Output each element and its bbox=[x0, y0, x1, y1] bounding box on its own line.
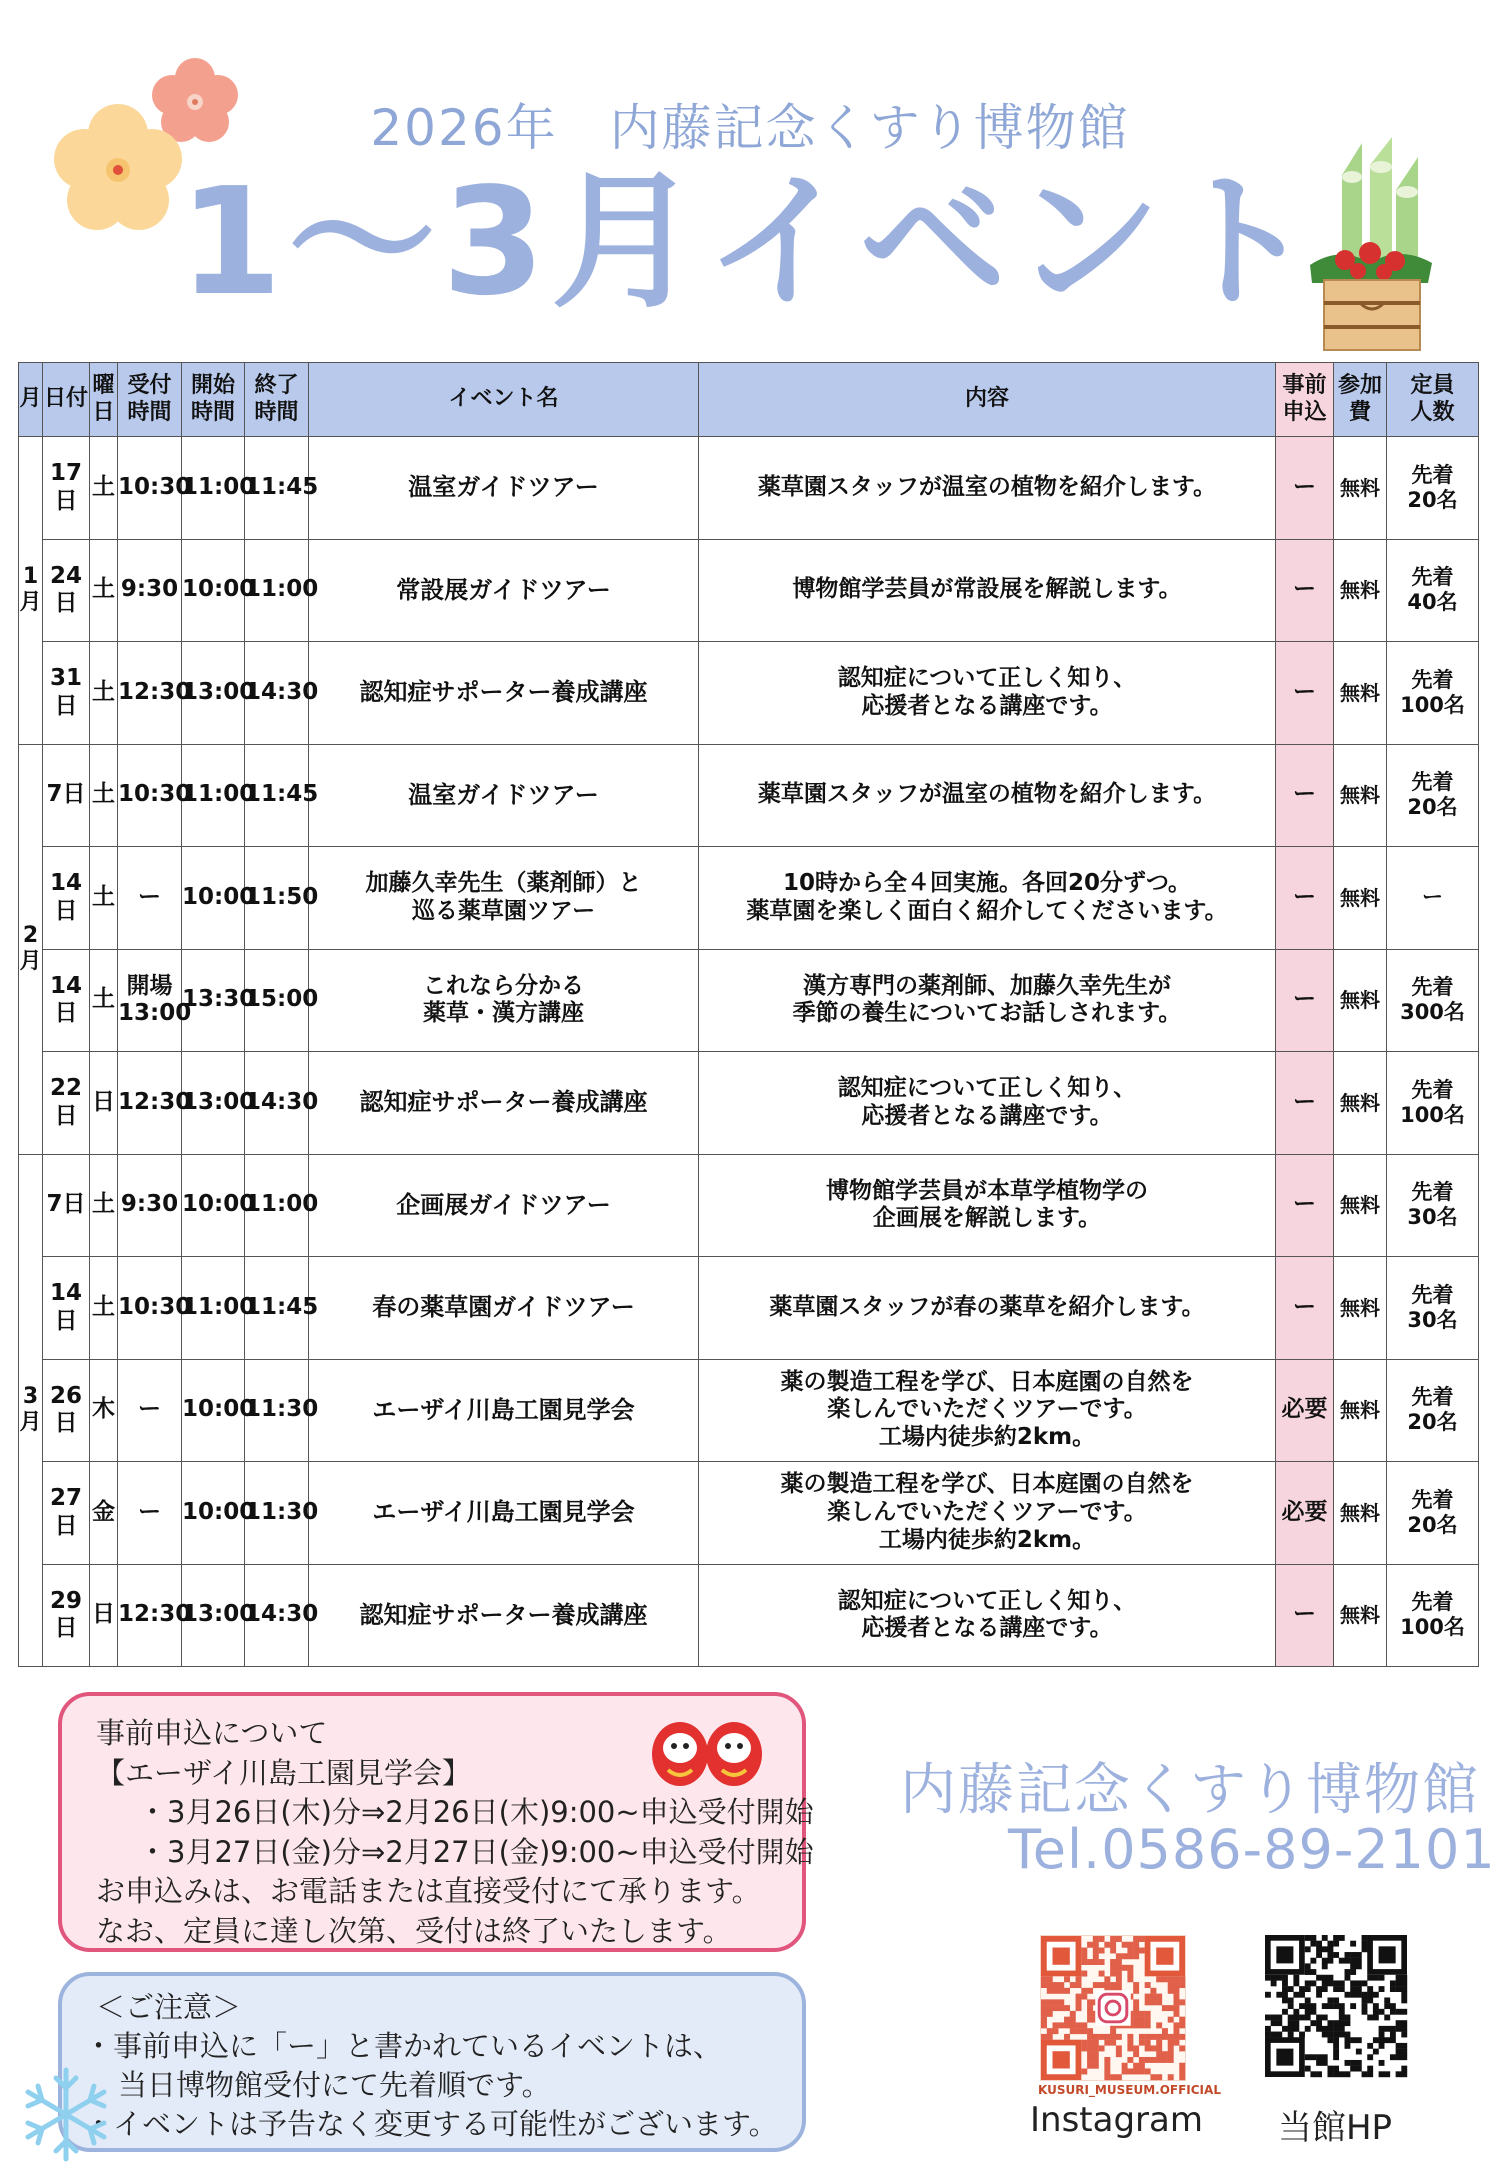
header-start: 開始 時間 bbox=[182, 363, 245, 437]
page-subtitle: 2026年 内藤記念くすり博物館 bbox=[370, 99, 1130, 157]
table-row bbox=[19, 847, 1479, 950]
content-cell: 薬草園スタッフが温室の植物を紹介します。 bbox=[699, 437, 1276, 540]
content-cell: 薬の製造工程を学び、日本庭園の自然を 楽しんでいただくツアーです。 工場内徒歩約2km。 bbox=[699, 1359, 1276, 1462]
start-time-cell: 13:00 bbox=[182, 1052, 245, 1155]
fee-cell: 無料 bbox=[1334, 1052, 1387, 1155]
header-month: 月 bbox=[19, 363, 43, 437]
start-time-cell: 10:00 bbox=[182, 539, 245, 642]
date-cell: 31日 bbox=[43, 642, 90, 745]
end-time-cell: 11:50 bbox=[245, 847, 309, 950]
date-cell: 14日 bbox=[43, 847, 90, 950]
date-cell: 26日 bbox=[43, 1359, 90, 1462]
content-cell: 漢方専門の薬剤師、加藤久幸先生が 季節の養生についてお話しされます。 bbox=[699, 949, 1276, 1052]
table-row bbox=[19, 1154, 1479, 1257]
fee-cell: 無料 bbox=[1334, 744, 1387, 847]
date-cell: 24日 bbox=[43, 539, 90, 642]
prereg-notice-event: 【エーザイ川島工園見学会】 bbox=[96, 1755, 471, 1790]
date-cell: 14日 bbox=[43, 1257, 90, 1360]
content-cell: 博物館学芸員が本草学植物学の 企画展を解説します。 bbox=[699, 1154, 1276, 1257]
end-time-cell: 11:30 bbox=[245, 1462, 309, 1565]
end-time-cell: 14:30 bbox=[245, 1564, 309, 1667]
fee-cell: 無料 bbox=[1334, 1154, 1387, 1257]
fee-cell: 無料 bbox=[1334, 642, 1387, 745]
capacity-cell: 先着 20名 bbox=[1387, 437, 1479, 540]
reception-cell: 9:30 bbox=[118, 539, 182, 642]
start-time-cell: 13:00 bbox=[182, 642, 245, 745]
prereg-cell: ー bbox=[1276, 437, 1334, 540]
event-table bbox=[18, 362, 1479, 1667]
content-cell: 薬草園スタッフが温室の植物を紹介します。 bbox=[699, 744, 1276, 847]
homepage-qr-code[interactable] bbox=[1265, 1935, 1407, 2077]
table-row bbox=[19, 1564, 1479, 1667]
end-time-cell: 11:45 bbox=[245, 744, 309, 847]
instagram-qr-code[interactable] bbox=[1040, 1935, 1186, 2081]
end-time-cell: 11:00 bbox=[245, 539, 309, 642]
header-weekday: 曜 日 bbox=[90, 363, 118, 437]
caution-notice-line: ・イベントは予告なく変更する可能性がございます。 bbox=[84, 2107, 778, 2141]
start-time-cell: 11:00 bbox=[182, 1257, 245, 1360]
fee-cell: 無料 bbox=[1334, 1257, 1387, 1360]
capacity-cell: ー bbox=[1387, 847, 1479, 950]
event-name-cell: これなら分かる 薬草・漢方講座 bbox=[309, 949, 699, 1052]
table-header-row bbox=[19, 363, 1479, 437]
start-time-cell: 10:00 bbox=[182, 847, 245, 950]
start-time-cell: 13:00 bbox=[182, 1564, 245, 1667]
weekday-cell: 土 bbox=[90, 949, 118, 1052]
reception-cell: 9:30 bbox=[118, 1154, 182, 1257]
capacity-cell: 先着 300名 bbox=[1387, 949, 1479, 1052]
fee-cell: 無料 bbox=[1334, 1359, 1387, 1462]
capacity-cell: 先着 20名 bbox=[1387, 1462, 1479, 1565]
weekday-cell: 土 bbox=[90, 744, 118, 847]
event-name-cell: 認知症サポーター養成講座 bbox=[309, 1052, 699, 1155]
instagram-label[interactable]: Instagram bbox=[1030, 2100, 1203, 2140]
event-name-cell: 認知症サポーター養成講座 bbox=[309, 642, 699, 745]
month-cell: 1 月 bbox=[19, 437, 43, 745]
reception-cell: ー bbox=[118, 1462, 182, 1565]
date-cell: 17日 bbox=[43, 437, 90, 540]
fee-cell: 無料 bbox=[1334, 539, 1387, 642]
prereg-notice-title: 事前申込について bbox=[96, 1716, 328, 1750]
month-cell: 3 月 bbox=[19, 1154, 43, 1667]
table-row bbox=[19, 642, 1479, 745]
end-time-cell: 15:00 bbox=[245, 949, 309, 1052]
instagram-handle: KUSURI_MUSEUM.OFFICIAL bbox=[1038, 2083, 1221, 2097]
event-name-cell: 温室ガイドツアー bbox=[309, 437, 699, 540]
fee-cell: 無料 bbox=[1334, 1564, 1387, 1667]
prereg-notice-line: ・3月26日(木)分⇒2月26日(木)9:00~申込受付開始 bbox=[138, 1795, 814, 1829]
caution-notice bbox=[58, 1972, 806, 2152]
prereg-cell: ー bbox=[1276, 1564, 1334, 1667]
prereg-cell: ー bbox=[1276, 847, 1334, 950]
reception-cell: ー bbox=[118, 1359, 182, 1462]
weekday-cell: 金 bbox=[90, 1462, 118, 1565]
table-row bbox=[19, 539, 1479, 642]
header-content: 内容 bbox=[699, 363, 1276, 437]
header-event-name: イベント名 bbox=[309, 363, 699, 437]
capacity-cell: 先着 20名 bbox=[1387, 1359, 1479, 1462]
capacity-cell: 先着 30名 bbox=[1387, 1257, 1479, 1360]
reception-cell: 10:30 bbox=[118, 437, 182, 540]
weekday-cell: 土 bbox=[90, 642, 118, 745]
content-cell: 認知症について正しく知り、 応援者となる講座です。 bbox=[699, 1564, 1276, 1667]
start-time-cell: 10:00 bbox=[182, 1462, 245, 1565]
start-time-cell: 11:00 bbox=[182, 437, 245, 540]
event-name-cell: エーザイ川島工園見学会 bbox=[309, 1359, 699, 1462]
daruma-icon bbox=[648, 1710, 766, 1788]
content-cell: 薬の製造工程を学び、日本庭園の自然を 楽しんでいただくツアーです。 工場内徒歩約2km。 bbox=[699, 1462, 1276, 1565]
weekday-cell: 土 bbox=[90, 539, 118, 642]
event-name-cell: 春の薬草園ガイドツアー bbox=[309, 1257, 699, 1360]
fee-cell: 無料 bbox=[1334, 437, 1387, 540]
caution-notice-title: ＜ご注意＞ bbox=[96, 1990, 242, 2024]
fee-cell: 無料 bbox=[1334, 847, 1387, 950]
fee-cell: 無料 bbox=[1334, 1462, 1387, 1565]
page-title: 1～3月イベント bbox=[179, 156, 1321, 328]
prereg-cell: 必要 bbox=[1276, 1462, 1334, 1565]
museum-phone[interactable]: Tel.0586-89-2101 bbox=[1008, 1818, 1496, 1881]
reception-cell: 12:30 bbox=[118, 642, 182, 745]
end-time-cell: 11:30 bbox=[245, 1359, 309, 1462]
end-time-cell: 14:30 bbox=[245, 1052, 309, 1155]
header-prereg: 事前 申込 bbox=[1276, 363, 1334, 437]
header-reception: 受付 時間 bbox=[118, 363, 182, 437]
prereg-cell: ー bbox=[1276, 539, 1334, 642]
month-cell: 2 月 bbox=[19, 744, 43, 1154]
weekday-cell: 日 bbox=[90, 1564, 118, 1667]
event-name-cell: 加藤久幸先生（薬剤師）と 巡る薬草園ツアー bbox=[309, 847, 699, 950]
capacity-cell: 先着 40名 bbox=[1387, 539, 1479, 642]
date-cell: 14日 bbox=[43, 949, 90, 1052]
homepage-label[interactable]: 当館HP bbox=[1277, 2108, 1393, 2148]
content-cell: 博物館学芸員が常設展を解説します。 bbox=[699, 539, 1276, 642]
weekday-cell: 木 bbox=[90, 1359, 118, 1462]
header-date: 日付 bbox=[43, 363, 90, 437]
table-row bbox=[19, 1257, 1479, 1360]
fee-cell: 無料 bbox=[1334, 949, 1387, 1052]
table-row bbox=[19, 437, 1479, 540]
reception-cell: 12:30 bbox=[118, 1564, 182, 1667]
caution-notice-line: 当日博物館受付にて先着順です。 bbox=[118, 2068, 551, 2102]
date-cell: 22日 bbox=[43, 1052, 90, 1155]
event-name-cell: 常設展ガイドツアー bbox=[309, 539, 699, 642]
content-cell: 薬草園スタッフが春の薬草を紹介します。 bbox=[699, 1257, 1276, 1360]
prereg-cell: ー bbox=[1276, 1052, 1334, 1155]
capacity-cell: 先着 20名 bbox=[1387, 744, 1479, 847]
prereg-cell: ー bbox=[1276, 744, 1334, 847]
event-name-cell: 温室ガイドツアー bbox=[309, 744, 699, 847]
weekday-cell: 土 bbox=[90, 847, 118, 950]
prereg-notice-line: お申込みは、お電話または直接受付にて承ります。 bbox=[96, 1874, 761, 1908]
start-time-cell: 11:00 bbox=[182, 744, 245, 847]
prereg-cell: ー bbox=[1276, 949, 1334, 1052]
header-end: 終了 時間 bbox=[245, 363, 309, 437]
header-capacity: 定員 人数 bbox=[1387, 363, 1479, 437]
prereg-cell: ー bbox=[1276, 1257, 1334, 1360]
reception-cell: 10:30 bbox=[118, 1257, 182, 1360]
start-time-cell: 13:30 bbox=[182, 949, 245, 1052]
table-row bbox=[19, 744, 1479, 847]
table-row bbox=[19, 949, 1479, 1052]
header-fee: 参加 費 bbox=[1334, 363, 1387, 437]
date-cell: 7日 bbox=[43, 744, 90, 847]
end-time-cell: 11:45 bbox=[245, 1257, 309, 1360]
prereg-notice-line: なお、定員に達し次第、受付は終了いたします。 bbox=[96, 1913, 732, 1948]
weekday-cell: 土 bbox=[90, 1257, 118, 1360]
table-row bbox=[19, 1359, 1479, 1462]
event-name-cell: エーザイ川島工園見学会 bbox=[309, 1462, 699, 1565]
date-cell: 27日 bbox=[43, 1462, 90, 1565]
caution-notice-line: ・事前申込に「ー」と書かれているイベントは、 bbox=[84, 2029, 723, 2063]
end-time-cell: 11:00 bbox=[245, 1154, 309, 1257]
prereg-notice-line: ・3月27日(金)分⇒2月27日(金)9:00~申込受付開始 bbox=[138, 1834, 814, 1869]
weekday-cell: 土 bbox=[90, 437, 118, 540]
capacity-cell: 先着 30名 bbox=[1387, 1154, 1479, 1257]
capacity-cell: 先着 100名 bbox=[1387, 1052, 1479, 1155]
reception-cell: 12:30 bbox=[118, 1052, 182, 1155]
end-time-cell: 14:30 bbox=[245, 642, 309, 745]
capacity-cell: 先着 100名 bbox=[1387, 642, 1479, 745]
prereg-cell: ー bbox=[1276, 642, 1334, 745]
prereg-cell: ー bbox=[1276, 1154, 1334, 1257]
start-time-cell: 10:00 bbox=[182, 1154, 245, 1257]
end-time-cell: 11:45 bbox=[245, 437, 309, 540]
start-time-cell: 10:00 bbox=[182, 1359, 245, 1462]
event-name-cell: 認知症サポーター養成講座 bbox=[309, 1564, 699, 1667]
capacity-cell: 先着 100名 bbox=[1387, 1564, 1479, 1667]
reception-cell: ー bbox=[118, 847, 182, 950]
reception-cell: 開場 13:00 bbox=[118, 949, 182, 1052]
prereg-cell: 必要 bbox=[1276, 1359, 1334, 1462]
weekday-cell: 日 bbox=[90, 1052, 118, 1155]
weekday-cell: 土 bbox=[90, 1154, 118, 1257]
date-cell: 29日 bbox=[43, 1564, 90, 1667]
reception-cell: 10:30 bbox=[118, 744, 182, 847]
snowflake-icon bbox=[14, 2062, 119, 2167]
content-cell: 認知症について正しく知り、 応援者となる講座です。 bbox=[699, 642, 1276, 745]
event-name-cell: 企画展ガイドツアー bbox=[309, 1154, 699, 1257]
table-row bbox=[19, 1052, 1479, 1155]
content-cell: 認知症について正しく知り、 応援者となる講座です。 bbox=[699, 1052, 1276, 1155]
museum-name: 内藤記念くすり博物館 bbox=[900, 1758, 1480, 1823]
table-row bbox=[19, 1462, 1479, 1565]
date-cell: 7日 bbox=[43, 1154, 90, 1257]
content-cell: 10時から全４回実施。各回20分ずつ。 薬草園を楽しく面白く紹介してくださいます。 bbox=[699, 847, 1276, 950]
